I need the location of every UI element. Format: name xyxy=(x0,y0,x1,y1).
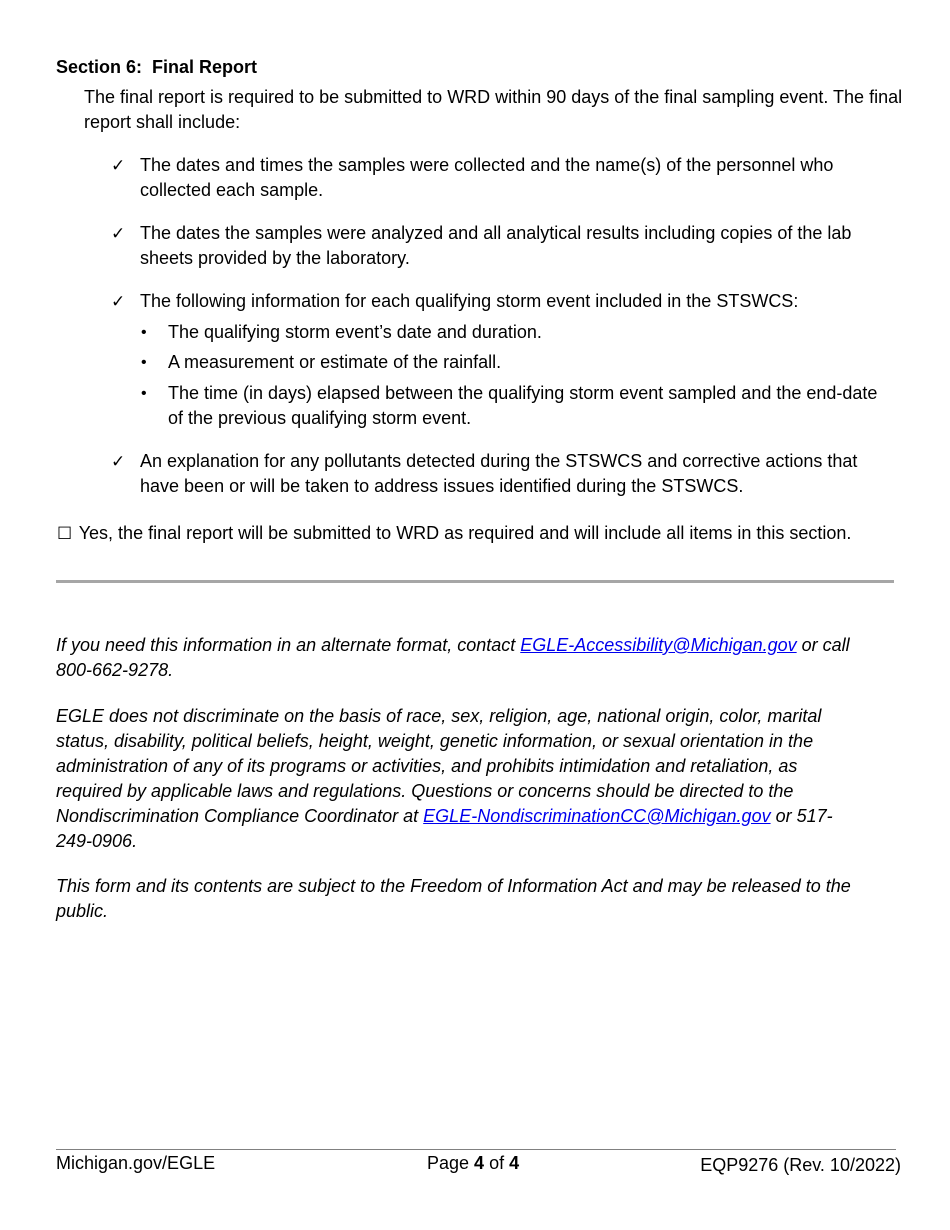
bullet-icon: • xyxy=(141,354,147,371)
list-item xyxy=(141,350,881,375)
checklist-item xyxy=(111,449,901,499)
page-total: 4 xyxy=(509,1153,520,1173)
checkmark-icon: ✓ xyxy=(111,452,126,471)
notice-text: or call 800-662-9278. xyxy=(56,635,850,680)
bullet-text: The time (in days) elapsed between the qualifying storm event sampled and the end-date of the previous qualifying storm event. xyxy=(168,383,878,428)
checkmark-icon: ✓ xyxy=(111,292,126,311)
nondiscrimination-email-link[interactable]: EGLE-NondiscriminationCC@Michigan.gov xyxy=(423,806,771,826)
checklist-item-text: The dates the samples were analyzed and all analytical results including copies of the lab sheets provided by the laboratory. xyxy=(140,223,852,268)
bullet-icon: • xyxy=(141,324,147,341)
notice-text: EGLE does not discriminate on the basis of race, sex, religion, age, national origin, color, marital status, disability, political beliefs, height, weight, genetic information, or sexual orientation in the administration of any of its programs or activities, and prohibits intimidation and retaliation, as required by applicable laws and regulations. Questions or concerns should be directed to the Nondiscrimination Compliance Coordinator at xyxy=(56,706,822,826)
list-item xyxy=(141,320,881,345)
list-item xyxy=(141,381,881,431)
page-current: 4 xyxy=(474,1153,485,1173)
section-heading: Section 6: Final Report xyxy=(56,57,258,77)
checklist-item xyxy=(111,289,901,314)
form-id: EQP9276 (Rev. 10/2022) xyxy=(700,1155,901,1175)
foia-notice: This form and its contents are subject to the Freedom of Information Act and may be released to the public. xyxy=(56,876,851,921)
checklist-item xyxy=(111,221,901,271)
checklist-item-text: The following information for each qualifying storm event included in the STSWCS: xyxy=(140,291,799,311)
checklist-item-text: An explanation for any pollutants detected during the STSWCS and corrective actions that have been or will be taken to address issues identified during the STSWCS. xyxy=(140,451,858,496)
nondiscrimination-notice xyxy=(56,704,856,854)
bullet-text: The qualifying storm event’s date and duration. xyxy=(168,322,542,342)
bullet-icon: • xyxy=(141,385,147,402)
checkmark-icon: ✓ xyxy=(111,156,126,175)
page-of: of xyxy=(484,1153,510,1173)
alternate-format-notice xyxy=(56,633,886,683)
bullet-text: A measurement or estimate of the rainfall. xyxy=(168,352,502,372)
confirmation-checkbox[interactable]: ☐ xyxy=(57,524,73,544)
footer-rule xyxy=(56,1149,896,1150)
notice-text: If you need this information in an alternate format, contact xyxy=(56,635,521,655)
footer-website: Michigan.gov/EGLE xyxy=(56,1153,216,1173)
confirmation-label: Yes, the final report will be submitted to WRD as required and will include all items in this section. xyxy=(78,523,852,543)
notice-text: or 517- 249-0906. xyxy=(56,806,833,851)
section-intro: The final report is required to be submitted to WRD within 90 days of the final sampling event. The final report shall include: xyxy=(84,87,903,132)
page-prefix: Page xyxy=(427,1153,475,1173)
section-divider xyxy=(56,580,894,583)
confirmation-row xyxy=(57,521,927,547)
checkmark-icon: ✓ xyxy=(111,224,126,243)
accessibility-email-link[interactable]: EGLE-Accessibility@Michigan.gov xyxy=(520,635,797,655)
page-number xyxy=(427,1151,519,1176)
checklist-item xyxy=(111,153,901,203)
checklist-item-text: The dates and times the samples were collected and the name(s) of the personnel who collected each sample. xyxy=(140,155,834,200)
